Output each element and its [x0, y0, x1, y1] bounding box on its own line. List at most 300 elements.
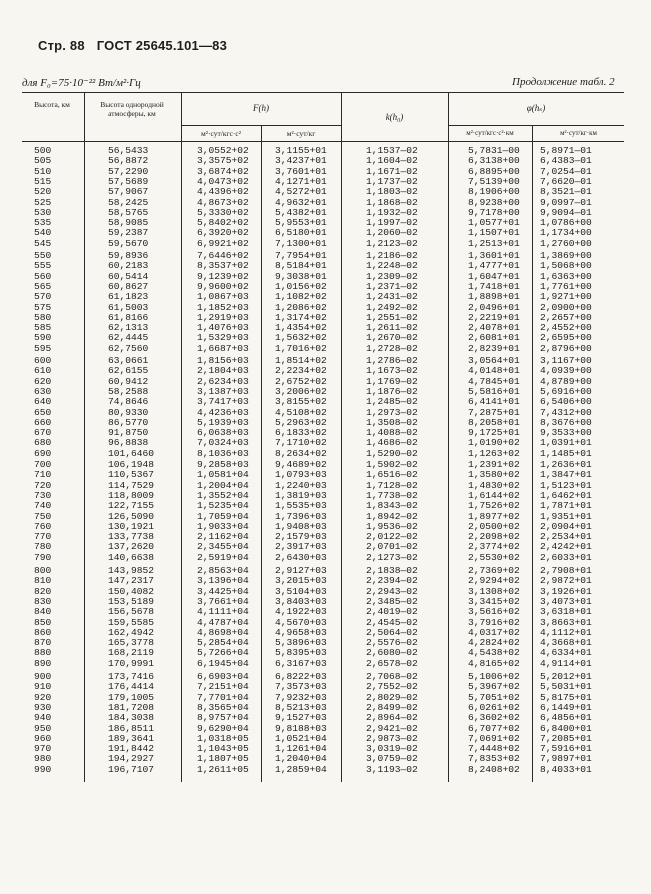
cell-k: 1,2431—02 — [366, 291, 418, 303]
cell-phi1: 2,4078+01 — [468, 322, 520, 334]
cell-phi2: 1,6462+01 — [540, 489, 592, 501]
cell-F1: 2,1804+03 — [197, 365, 249, 377]
cell-F2: 5,8395+03 — [275, 647, 327, 659]
cell-phi1: 3,7916+02 — [468, 616, 520, 628]
cell-phi2: 1,3847+01 — [540, 469, 592, 481]
cell-F2: 3,2015+03 — [275, 575, 327, 587]
header-phi-unit2: м²·сут/кг·км — [560, 129, 597, 137]
cell-phi1: 8,2408+02 — [468, 763, 520, 775]
cell-uniform-height: 86,5770 — [108, 416, 149, 428]
cell-F1: 8,3537+02 — [197, 260, 249, 272]
cell-F2: 5,3896+03 — [275, 637, 327, 649]
cell-uniform-height: 96,8838 — [108, 437, 149, 449]
cell-F2: 5,4382+01 — [275, 206, 327, 218]
cell-k: 1,1604—02 — [366, 155, 418, 167]
cell-height: 510 — [34, 165, 52, 177]
cell-F1: 1,3552+04 — [197, 489, 249, 501]
cell-phi1: 4,2824+02 — [468, 637, 520, 649]
cell-phi1: 2,3774+02 — [468, 541, 520, 553]
cell-phi1: 5,5816+01 — [468, 385, 520, 397]
cell-k: 2,9421—02 — [366, 722, 418, 734]
cell-F1: 3,6874+02 — [197, 165, 249, 177]
cell-phi1: 9,7178+00 — [468, 206, 520, 218]
cell-F2: 3,7601+01 — [275, 165, 327, 177]
cell-F1: 5,1939+03 — [197, 416, 249, 428]
header-F-unit1: м²·сут/кгс·с² — [201, 129, 241, 138]
cell-F2: 1,1261+04 — [275, 743, 327, 755]
cell-height: 560 — [34, 270, 52, 282]
cell-phi2: 1,1485+01 — [540, 447, 592, 459]
cell-height: 810 — [34, 575, 52, 587]
cell-F1: 7,7701+04 — [197, 691, 249, 703]
cell-F1: 5,3330+02 — [197, 206, 249, 218]
cell-phi2: 7,9897+01 — [540, 753, 592, 765]
cell-phi2: 6,8400+01 — [540, 722, 592, 734]
cell-F1: 1,5235+04 — [197, 500, 249, 512]
cell-F1: 3,7417+03 — [197, 396, 249, 408]
cell-F1: 2,1162+04 — [197, 531, 249, 543]
cell-height: 910 — [34, 681, 52, 693]
cell-k: 1,1876—02 — [366, 385, 418, 397]
cell-F2: 7,1300+01 — [275, 237, 327, 249]
cell-F2: 7,9232+03 — [275, 691, 327, 703]
cell-phi2: 1,0786+00 — [540, 217, 592, 229]
cell-phi2: 1,7871+01 — [540, 500, 592, 512]
cell-phi2: 2,0900+00 — [540, 301, 592, 313]
cell-F1: 2,5919+04 — [197, 551, 249, 563]
cell-height: 515 — [34, 175, 52, 187]
cell-F1: 4,4236+03 — [197, 406, 249, 418]
cell-height: 530 — [34, 206, 52, 218]
cell-F2: 2,2234+02 — [275, 365, 327, 377]
cell-uniform-height: 62,7560 — [108, 342, 149, 354]
cell-height: 800 — [34, 565, 52, 576]
cell-height: 525 — [34, 196, 52, 208]
cell-F1: 8,1036+03 — [197, 447, 249, 459]
cell-uniform-height: 170,9991 — [108, 657, 155, 669]
cell-uniform-height: 58,2588 — [108, 385, 149, 397]
cell-k: 3,0319—02 — [366, 743, 418, 755]
cell-F1: 6,0638+03 — [197, 427, 249, 439]
cell-k: 2,6080—02 — [366, 647, 418, 659]
cell-uniform-height: 140,6638 — [108, 551, 155, 563]
cell-phi1: 4,5438+02 — [468, 647, 520, 659]
cell-F2: 1,5632+02 — [275, 332, 327, 344]
cell-F2: 1,3174+02 — [275, 311, 327, 323]
cell-k: 1,2728—02 — [366, 342, 418, 354]
cell-F1: 9,6290+04 — [197, 722, 249, 734]
cell-F2: 3,5104+03 — [275, 585, 327, 597]
cell-k: 1,1537—02 — [366, 145, 418, 156]
subheader-rule-phi — [448, 125, 624, 126]
cell-phi1: 7,4448+02 — [468, 743, 520, 755]
cell-uniform-height: 122,7155 — [108, 500, 155, 512]
cell-phi2: 3,1167+00 — [540, 355, 592, 366]
header-phi-unit1: м²·сут/кгс·с²·км — [466, 129, 514, 137]
cell-k: 1,5290—02 — [366, 447, 418, 459]
cell-phi1: 5,7831—00 — [468, 145, 520, 156]
cell-phi2: 5,6916+00 — [540, 385, 592, 397]
cell-F1: 8,9757+04 — [197, 712, 249, 724]
cell-uniform-height: 156,5678 — [108, 606, 155, 618]
cell-phi2: 5,2012+01 — [540, 671, 592, 682]
cell-k: 1,1803—02 — [366, 186, 418, 198]
cell-uniform-height: 150,4082 — [108, 585, 155, 597]
cell-uniform-height: 168,2119 — [108, 647, 155, 659]
cell-F2: 6,8222+03 — [275, 671, 327, 682]
cell-uniform-height: 133,7738 — [108, 531, 155, 543]
cell-k: 2,4019—02 — [366, 606, 418, 618]
cell-phi1: 5,7051+02 — [468, 691, 520, 703]
cell-height: 950 — [34, 722, 52, 734]
cell-F2: 7,1710+02 — [275, 437, 327, 449]
cell-phi2: 7,0254—01 — [540, 165, 592, 177]
cell-F2: 4,9658+03 — [275, 626, 327, 638]
cell-phi1: 3,0564+01 — [468, 355, 520, 366]
cell-height: 730 — [34, 489, 52, 501]
cell-F2: 1,0521+04 — [275, 732, 327, 744]
cell-F1: 8,3565+04 — [197, 701, 249, 713]
cell-F2: 4,1922+03 — [275, 606, 327, 618]
cell-uniform-height: 196,7107 — [108, 763, 155, 775]
cell-phi2: 6,4856+01 — [540, 712, 592, 724]
cell-F1: 4,8698+04 — [197, 626, 249, 638]
cell-uniform-height: 137,2620 — [108, 541, 155, 553]
cell-F1: 1,4076+03 — [197, 322, 249, 334]
cell-phi2: 4,6334+01 — [540, 647, 592, 659]
cell-height: 720 — [34, 479, 52, 491]
table-top-rule — [22, 92, 624, 93]
cell-phi1: 2,0500+02 — [468, 520, 520, 532]
cell-phi1: 8,9238+00 — [468, 196, 520, 208]
cell-uniform-height: 63,0661 — [108, 355, 149, 366]
cell-F2: 9,4689+02 — [275, 459, 327, 470]
cell-phi2: 9,0997—01 — [540, 196, 592, 208]
cell-F2: 1,2859+04 — [275, 763, 327, 775]
cell-F1: 2,6234+03 — [197, 375, 249, 387]
cell-F2: 1,2240+03 — [275, 479, 327, 491]
cell-phi1: 2,8239+01 — [468, 342, 520, 354]
cell-F1: 5,7266+04 — [197, 647, 249, 659]
cell-height: 850 — [34, 616, 52, 628]
cell-height: 900 — [34, 671, 52, 682]
cell-k: 1,2973—02 — [366, 406, 418, 418]
cell-phi1: 3,1308+02 — [468, 585, 520, 597]
cell-phi2: 8,3521—01 — [540, 186, 592, 198]
cell-phi1: 1,0577+01 — [468, 217, 520, 229]
cell-uniform-height: 61,1823 — [108, 291, 149, 303]
cell-k: 1,2186—02 — [366, 250, 418, 261]
cell-phi1: 6,8895+00 — [468, 165, 520, 177]
cell-height: 740 — [34, 500, 52, 512]
cell-phi1: 4,7845+01 — [468, 375, 520, 387]
cell-F2: 4,5272+01 — [275, 186, 327, 198]
cell-phi1: 5,1006+02 — [468, 671, 520, 682]
cell-phi1: 1,1507+01 — [468, 227, 520, 239]
cell-uniform-height: 194,2927 — [108, 753, 155, 765]
cell-height: 680 — [34, 437, 52, 449]
cell-height: 750 — [34, 510, 52, 522]
cell-phi2: 3,6318+01 — [540, 606, 592, 618]
cell-height: 565 — [34, 280, 52, 292]
cell-phi2: 1,0391+01 — [540, 437, 592, 449]
cell-k: 2,0701—02 — [366, 541, 418, 553]
cell-k: 1,2492—02 — [366, 301, 418, 313]
cell-phi1: 7,2875+01 — [468, 406, 520, 418]
cell-F1: 9,1239+02 — [197, 270, 249, 282]
cell-height: 880 — [34, 647, 52, 659]
cell-k: 1,2248—02 — [366, 260, 418, 272]
cell-height: 610 — [34, 365, 52, 377]
column-divider — [84, 92, 85, 782]
cell-phi2: 1,6363+00 — [540, 270, 592, 282]
cell-k: 3,0759—02 — [366, 753, 418, 765]
cell-phi1: 3,3415+02 — [468, 595, 520, 607]
cell-uniform-height: 159,5585 — [108, 616, 155, 628]
column-divider — [261, 125, 262, 782]
cell-phi1: 9,1725+01 — [468, 427, 520, 439]
cell-F2: 1,9408+03 — [275, 520, 327, 532]
cell-uniform-height: 130,1921 — [108, 520, 155, 532]
cell-phi1: 1,2513+01 — [468, 237, 520, 249]
cell-k: 2,0122—02 — [366, 531, 418, 543]
cell-F1: 5,2854+04 — [197, 637, 249, 649]
cell-phi2: 2,0904+01 — [540, 520, 592, 532]
cell-F1: 4,1111+04 — [197, 606, 249, 618]
cell-k: 3,1193—02 — [366, 763, 418, 775]
cell-k: 1,5902—02 — [366, 459, 418, 470]
cell-F2: 3,2006+02 — [275, 385, 327, 397]
cell-F1: 1,1043+05 — [197, 743, 249, 755]
cell-phi2: 2,9872+01 — [540, 575, 592, 587]
cell-height: 520 — [34, 186, 52, 198]
cell-F2: 3,4237+01 — [275, 155, 327, 167]
cell-phi1: 7,0691+02 — [468, 732, 520, 744]
cell-uniform-height: 62,4445 — [108, 332, 149, 344]
cell-phi2: 7,2085+01 — [540, 732, 592, 744]
cell-uniform-height: 58,9085 — [108, 217, 149, 229]
cell-k: 1,1932—02 — [366, 206, 418, 218]
cell-phi1: 2,6081+01 — [468, 332, 520, 344]
cell-phi1: 1,7526+02 — [468, 500, 520, 512]
cell-phi1: 1,0190+02 — [468, 437, 520, 449]
cell-phi1: 6,7077+02 — [468, 722, 520, 734]
cell-phi2: 3,4073+01 — [540, 595, 592, 607]
cell-k: 1,1769—02 — [366, 375, 418, 387]
cell-F1: 9,2858+03 — [197, 459, 249, 470]
cell-height: 595 — [34, 342, 52, 354]
cell-phi2: 2,6595+00 — [540, 332, 592, 344]
cell-uniform-height: 91,8750 — [108, 427, 149, 439]
cell-phi1: 6,0261+02 — [468, 701, 520, 713]
cell-height: 860 — [34, 626, 52, 638]
cell-uniform-height: 56,5433 — [108, 145, 149, 156]
cell-phi1: 1,3601+01 — [468, 250, 520, 261]
cell-k: 1,8942—02 — [366, 510, 418, 522]
cell-F1: 1,1807+05 — [197, 753, 249, 765]
cell-k: 1,2371—02 — [366, 280, 418, 292]
cell-phi2: 8,4033+01 — [540, 763, 592, 775]
cell-phi1: 2,7369+02 — [468, 565, 520, 576]
cell-uniform-height: 58,2425 — [108, 196, 149, 208]
cell-F2: 1,8514+02 — [275, 355, 327, 366]
cell-uniform-height: 179,1005 — [108, 691, 155, 703]
cell-phi2: 2,7908+01 — [540, 565, 592, 576]
cell-F1: 4,4787+04 — [197, 616, 249, 628]
cell-k: 1,1671—02 — [366, 165, 418, 177]
cell-F1: 4,0473+02 — [197, 175, 249, 187]
page-header — [38, 38, 227, 53]
cell-phi2: 9,9094—01 — [540, 206, 592, 218]
cell-F2: 2,6752+02 — [275, 375, 327, 387]
cell-height: 550 — [34, 250, 52, 261]
cell-phi2: 1,7761+00 — [540, 280, 592, 292]
cell-uniform-height: 153,5189 — [108, 595, 155, 607]
cell-phi1: 8,2058+01 — [468, 416, 520, 428]
cell-height: 580 — [34, 311, 52, 323]
cell-uniform-height: 60,2183 — [108, 260, 149, 272]
column-divider — [341, 92, 342, 782]
cell-uniform-height: 126,5090 — [108, 510, 155, 522]
cell-uniform-height: 184,3038 — [108, 712, 155, 724]
cell-height: 630 — [34, 385, 52, 397]
cell-uniform-height: 189,3641 — [108, 732, 155, 744]
cell-k: 2,1838—02 — [366, 565, 418, 576]
cell-height: 830 — [34, 595, 52, 607]
cell-uniform-height: 60,9412 — [108, 375, 149, 387]
cell-phi2: 1,5068+00 — [540, 260, 592, 272]
cell-k: 1,4088—02 — [366, 427, 418, 439]
cell-phi1: 1,6144+02 — [468, 489, 520, 501]
cell-height: 620 — [34, 375, 52, 387]
cell-phi1: 2,2098+02 — [468, 531, 520, 543]
gost-number: ГОСТ 25645.101—83 — [96, 38, 228, 53]
cell-phi1: 1,1263+02 — [468, 447, 520, 459]
cell-height: 940 — [34, 712, 52, 724]
cell-F2: 3,8403+03 — [275, 595, 327, 607]
cell-k: 1,2309—02 — [366, 270, 418, 282]
cell-phi2: 1,5123+01 — [540, 479, 592, 491]
cell-phi1: 2,9294+02 — [468, 575, 520, 587]
cell-F2: 7,3573+03 — [275, 681, 327, 693]
cell-height: 555 — [34, 260, 52, 272]
cell-uniform-height: 57,5689 — [108, 175, 149, 187]
header-k: k(h₀) — [385, 112, 404, 122]
cell-phi2: 2,6033+01 — [540, 551, 592, 563]
cell-phi2: 6,4383—01 — [540, 155, 592, 167]
cell-uniform-height: 59,5670 — [108, 237, 149, 249]
cell-k: 1,2670—02 — [366, 332, 418, 344]
cell-k: 2,4545—02 — [366, 616, 418, 628]
cell-k: 1,2551—02 — [366, 311, 418, 323]
cell-height: 890 — [34, 657, 52, 669]
cell-height: 760 — [34, 520, 52, 532]
cell-uniform-height: 143,9852 — [108, 565, 155, 576]
cell-F1: 1,8156+03 — [197, 355, 249, 366]
cell-phi2: 4,0939+00 — [540, 365, 592, 377]
table-continuation: Продолжение табл. 2 — [512, 76, 615, 88]
cell-F2: 4,9632+01 — [275, 196, 327, 208]
cell-phi1: 1,8898+01 — [468, 291, 520, 303]
cell-phi1: 4,8165+02 — [468, 657, 520, 669]
cell-height: 535 — [34, 217, 52, 229]
cell-uniform-height: 61,8166 — [108, 311, 149, 323]
cell-height: 660 — [34, 416, 52, 428]
cell-F1: 1,0581+04 — [197, 469, 249, 481]
cell-phi2: 1,9351+01 — [540, 510, 592, 522]
cell-k: 1,8343—02 — [366, 500, 418, 512]
header-bottom-rule — [22, 141, 624, 142]
cell-F1: 7,6446+02 — [197, 250, 249, 261]
cell-height: 500 — [34, 145, 52, 156]
cell-F2: 6,1833+02 — [275, 427, 327, 439]
cell-phi1: 4,0317+02 — [468, 626, 520, 638]
cell-F1: 3,7661+04 — [197, 595, 249, 607]
cell-F1: 1,1852+03 — [197, 301, 249, 313]
cell-uniform-height: 74,8646 — [108, 396, 149, 408]
header-F: F(h) — [253, 103, 269, 113]
cell-phi2: 4,9114+01 — [540, 657, 592, 669]
cell-k: 1,9536—02 — [366, 520, 418, 532]
cell-uniform-height: 162,4942 — [108, 626, 155, 638]
cell-F1: 1,2919+03 — [197, 311, 249, 323]
cell-uniform-height: 114,7529 — [108, 479, 155, 491]
cell-F1: 1,5329+03 — [197, 332, 249, 344]
cell-phi2: 2,2657+00 — [540, 311, 592, 323]
cell-F2: 1,0793+03 — [275, 469, 327, 481]
cell-F2: 5,9553+01 — [275, 217, 327, 229]
cell-uniform-height: 58,5765 — [108, 206, 149, 218]
cell-height: 960 — [34, 732, 52, 744]
cell-F1: 1,0867+03 — [197, 291, 249, 303]
cell-uniform-height: 110,5367 — [108, 469, 155, 481]
cell-phi1: 1,4777+01 — [468, 260, 520, 272]
cell-phi1: 1,3580+02 — [468, 469, 520, 481]
cell-uniform-height: 106,1948 — [108, 459, 155, 470]
table-condition: для F₀=75·10⁻²² Вт/м²·Гц — [22, 77, 141, 89]
cell-F2: 7,7954+01 — [275, 250, 327, 261]
cell-F2: 9,1527+03 — [275, 712, 327, 724]
cell-k: 1,3508—02 — [366, 416, 418, 428]
cell-F2: 1,0156+02 — [275, 280, 327, 292]
cell-F2: 8,5184+01 — [275, 260, 327, 272]
cell-k: 1,1737—02 — [366, 175, 418, 187]
cell-height: 770 — [34, 531, 52, 543]
cell-uniform-height: 57,2290 — [108, 165, 149, 177]
cell-phi1: 5,3967+02 — [468, 681, 520, 693]
cell-phi2: 1,2636+01 — [540, 459, 592, 470]
cell-phi2: 4,1112+01 — [540, 626, 592, 638]
cell-F2: 1,4354+02 — [275, 322, 327, 334]
cell-uniform-height: 173,7416 — [108, 671, 155, 682]
cell-uniform-height: 118,8009 — [108, 489, 155, 501]
cell-height: 990 — [34, 763, 52, 775]
cell-height: 920 — [34, 691, 52, 703]
cell-F2: 4,5670+03 — [275, 616, 327, 628]
cell-F1: 1,2004+04 — [197, 479, 249, 491]
cell-uniform-height: 60,5414 — [108, 270, 149, 282]
cell-phi2: 5,8175+01 — [540, 691, 592, 703]
cell-F1: 6,1945+04 — [197, 657, 249, 669]
cell-height: 930 — [34, 701, 52, 713]
cell-phi2: 1,3869+00 — [540, 250, 592, 261]
cell-F2: 1,3819+03 — [275, 489, 327, 501]
cell-k: 1,1673—02 — [366, 365, 418, 377]
cell-height: 790 — [34, 551, 52, 563]
cell-F2: 8,5213+03 — [275, 701, 327, 713]
cell-F2: 1,5535+03 — [275, 500, 327, 512]
cell-phi2: 2,4242+01 — [540, 541, 592, 553]
